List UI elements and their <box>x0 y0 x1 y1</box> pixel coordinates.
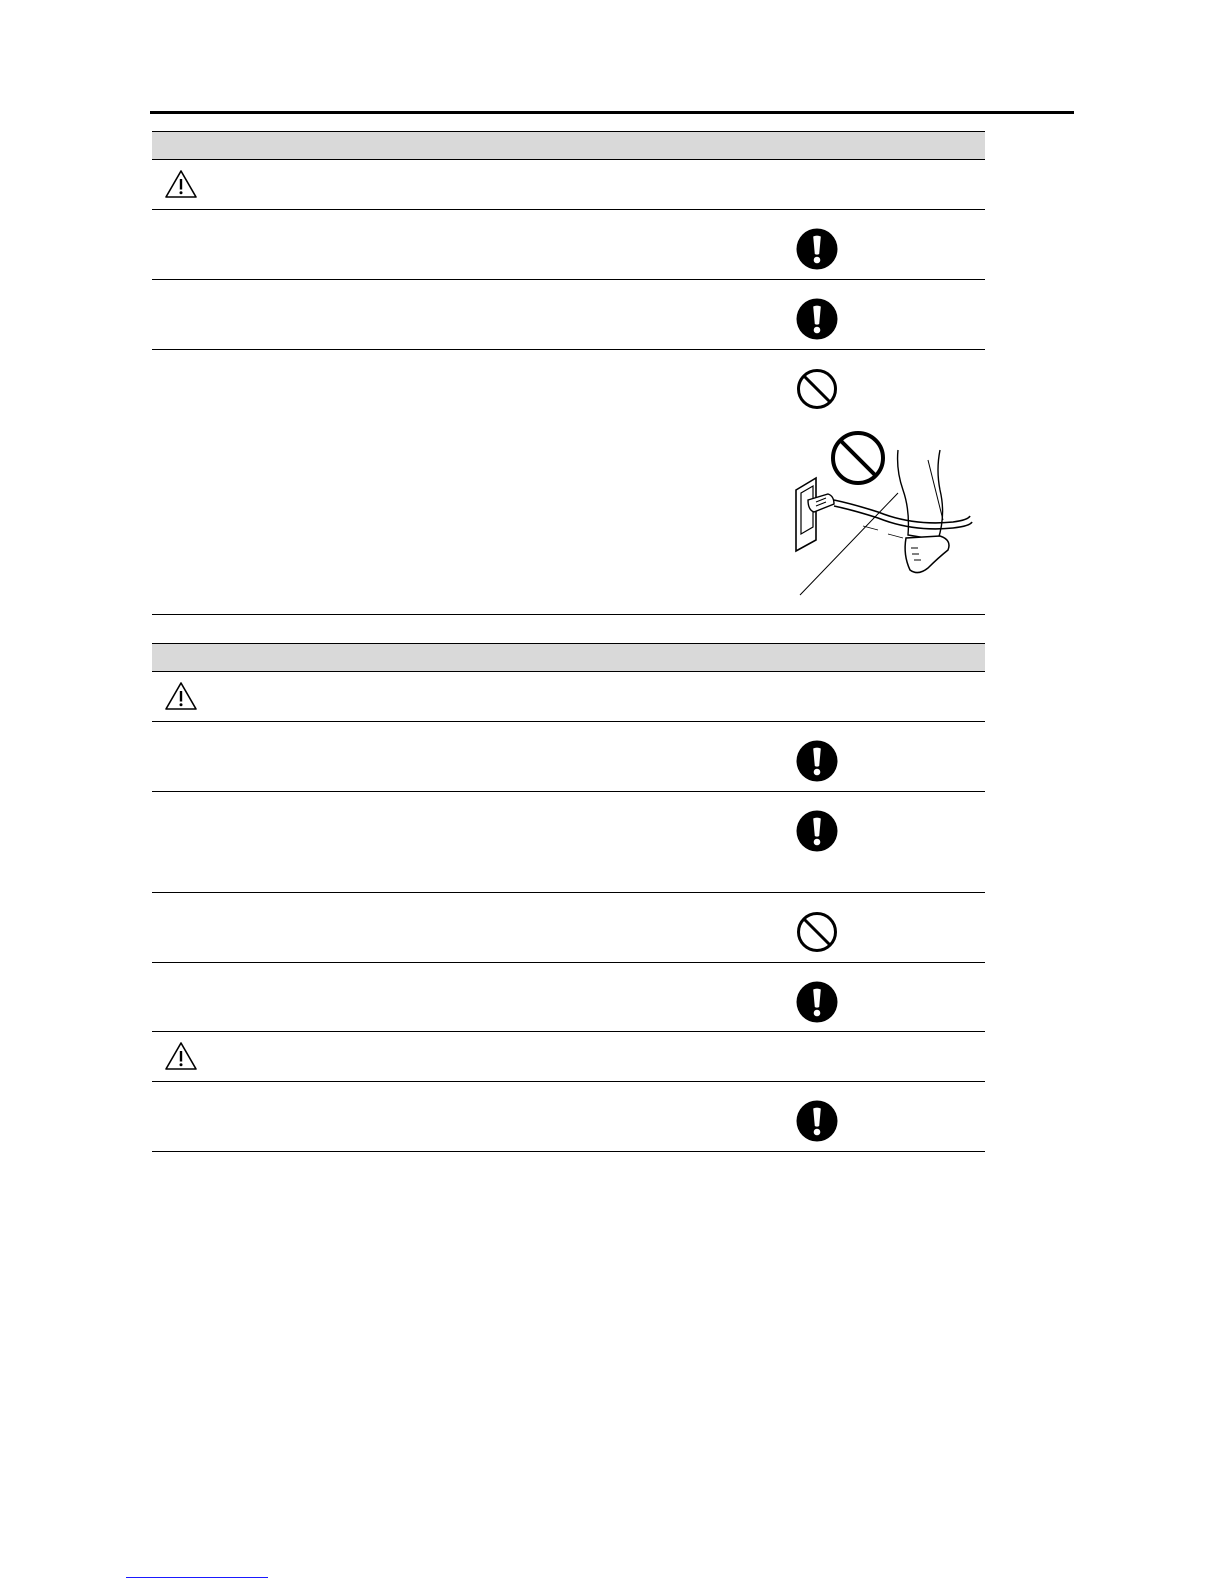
warning-subheader <box>152 1032 985 1082</box>
do-not-step-on-power-cord-illustration <box>778 430 978 600</box>
section-header-bar <box>152 643 985 672</box>
top-rule <box>150 111 1074 114</box>
section-header-bar <box>152 131 985 160</box>
safety-row <box>152 350 985 615</box>
warning-subheader <box>152 160 985 210</box>
mandatory-action-icon <box>796 298 838 340</box>
mandatory-action-icon <box>796 810 838 852</box>
safety-section-1 <box>152 131 985 615</box>
warning-subheader <box>152 672 985 722</box>
mandatory-action-icon <box>796 228 838 270</box>
mandatory-action-icon <box>796 1100 838 1142</box>
safety-row <box>152 722 985 792</box>
safety-row <box>152 792 985 893</box>
prohibited-icon <box>796 368 838 410</box>
safety-row <box>152 280 985 350</box>
mandatory-action-icon <box>796 740 838 782</box>
safety-row <box>152 1082 985 1152</box>
warning-triangle-icon <box>164 681 198 711</box>
safety-row <box>152 963 985 1032</box>
safety-row <box>152 893 985 963</box>
mandatory-action-icon <box>796 981 838 1023</box>
safety-row <box>152 210 985 280</box>
prohibited-icon <box>796 911 838 953</box>
footer-link-underline[interactable] <box>126 1577 268 1578</box>
warning-triangle-icon <box>164 169 198 199</box>
warning-triangle-icon <box>164 1041 198 1071</box>
safety-section-2 <box>152 643 985 1152</box>
